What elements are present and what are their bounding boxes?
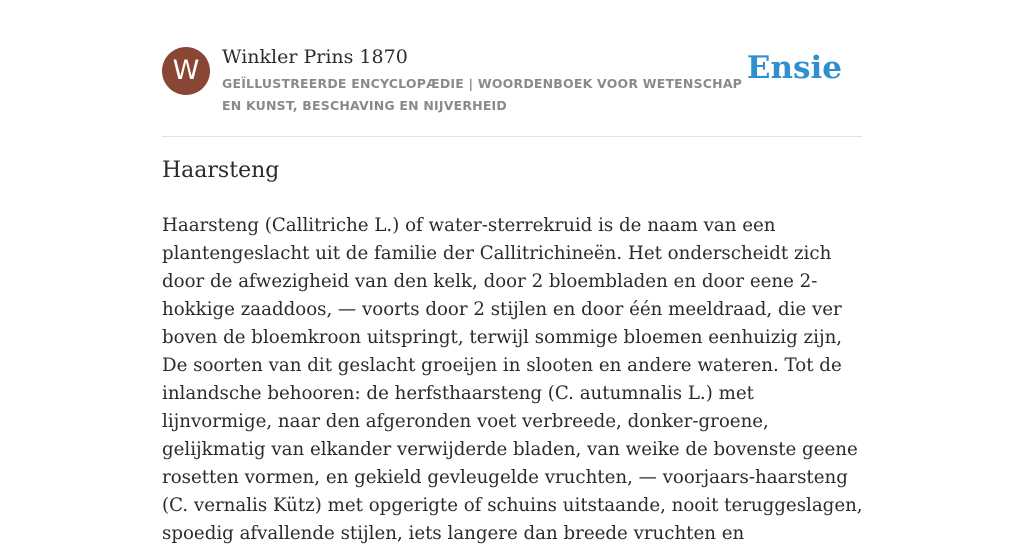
source-header [162, 44, 862, 137]
source-title-link[interactable]: Winkler Prins 1870 [222, 46, 408, 68]
article-title: Haarsteng [162, 158, 280, 183]
source-avatar[interactable]: W [162, 47, 210, 95]
source-subtitle: GEÏLLUSTREERDE ENCYCLOPÆDIE | WOORDENBOEK VOOR WETENSCHAP EN KUNST, BESCHAVING EN NIJVERHEID [222, 76, 743, 113]
article-body: Haarsteng (Callitriche L.) of water-sterrekruid is de naam van een plantengeslacht uit de familie der Callitrichineën. Het onderscheidt zich door de afwezigheid van den kelk, door 2 bloembladen en door eene 2-hokkige zaaddoos, — voorts door 2 stijlen en door één meeldraad, die ver boven de bloemkroon uitspringt, terwijl sommige bloemen eenhuizig zijn, De soorten van dit geslacht groeijen in slooten en andere wateren. Tot de inlandsche behooren: de herfsthaarsteng (C. autumnalis L.) met lijnvormige, naar den afgeronden voet verbreede, donker-groene, gelijkmatig van elkander verwijderde bladen, van weike de bovenste geene rosetten vormen, en gekield gevleugelde vruchten, — voorjaars-haarsteng (C. vernalis Kütz) met opgerigte of schuins uitstaande, nooit teruggeslagen, spoedig afvallende stijlen, iets langere dan breede vruchten en [162, 215, 863, 544]
ensie-logo[interactable]: Ensie [746, 50, 842, 86]
